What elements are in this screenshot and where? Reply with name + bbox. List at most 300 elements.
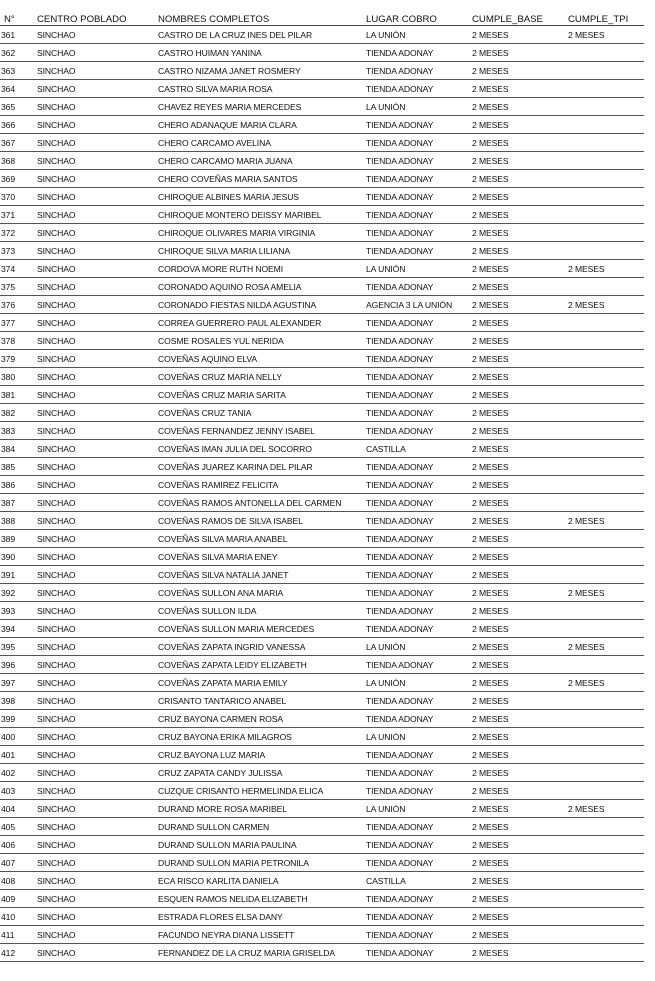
row-number-cell: 386 [0,476,34,494]
header-nombres-completos: NOMBRES COMPLETOS [155,11,363,26]
nombres-completos-cell: CRUZ BAYONA ERIKA MILAGROS [155,728,363,746]
centro-poblado-cell: SINCHAO [34,512,155,530]
cumple-tpi-cell: 2 MESES [565,638,644,656]
cumple-base-cell: 2 MESES [469,944,565,962]
table-row [0,548,644,566]
cumple-base-cell: 2 MESES [469,710,565,728]
row-number-cell: 411 [0,926,34,944]
row-number-cell: 371 [0,206,34,224]
lugar-cobro-cell: LA UNIÓN [363,728,469,746]
lugar-cobro-cell: TIENDA ADONAY [363,566,469,584]
header-cumple-base: CUMPLE_BASE [469,11,565,26]
nombres-completos-cell: COVEÑAS CRUZ MARIA NELLY [155,368,363,386]
table-row [0,26,644,44]
lugar-cobro-cell: TIENDA ADONAY [363,278,469,296]
cumple-tpi-cell [565,854,644,872]
centro-poblado-cell: SINCHAO [34,80,155,98]
table-row [0,242,644,260]
centro-poblado-cell: SINCHAO [34,674,155,692]
cumple-base-cell: 2 MESES [469,44,565,62]
nombres-completos-cell: CASTRO SILVA MARIA ROSA [155,80,363,98]
cumple-base-cell: 2 MESES [469,26,565,44]
row-number-cell: 402 [0,764,34,782]
row-number-cell: 396 [0,656,34,674]
cumple-tpi-cell [565,458,644,476]
cumple-tpi-cell [565,710,644,728]
nombres-completos-cell: COVEÑAS CRUZ TANIA [155,404,363,422]
header-centro-poblado: CENTRO POBLADO [34,11,155,26]
centro-poblado-cell: SINCHAO [34,296,155,314]
nombres-completos-cell: CHERO CARCAMO AVELINA [155,134,363,152]
centro-poblado-cell: SINCHAO [34,800,155,818]
table-row [0,746,644,764]
centro-poblado-cell: SINCHAO [34,116,155,134]
cumple-tpi-cell: 2 MESES [565,584,644,602]
lugar-cobro-cell: TIENDA ADONAY [363,602,469,620]
nombres-completos-cell: COVEÑAS SILVA NATALIA JANET [155,566,363,584]
cumple-tpi-cell [565,944,644,962]
lugar-cobro-cell: TIENDA ADONAY [363,404,469,422]
nombres-completos-cell: CORONADO AQUINO ROSA AMELIA [155,278,363,296]
row-number-cell: 369 [0,170,34,188]
centro-poblado-cell: SINCHAO [34,908,155,926]
nombres-completos-cell: COVEÑAS RAMOS DE SILVA ISABEL [155,512,363,530]
cumple-base-cell: 2 MESES [469,62,565,80]
centro-poblado-cell: SINCHAO [34,152,155,170]
cumple-tpi-cell [565,170,644,188]
centro-poblado-cell: SINCHAO [34,854,155,872]
row-number-cell: 412 [0,944,34,962]
cumple-tpi-cell: 2 MESES [565,800,644,818]
row-number-cell: 362 [0,44,34,62]
table-row [0,152,644,170]
nombres-completos-cell: CHIROQUE OLIVARES MARIA VIRGINIA [155,224,363,242]
row-number-cell: 405 [0,818,34,836]
lugar-cobro-cell: TIENDA ADONAY [363,242,469,260]
table-row [0,800,644,818]
nombres-completos-cell: DURAND SULLON MARIA PETRONILA [155,854,363,872]
nombres-completos-cell: COVEÑAS CRUZ MARIA SARITA [155,386,363,404]
table-row [0,638,644,656]
cumple-base-cell: 2 MESES [469,278,565,296]
row-number-cell: 404 [0,800,34,818]
cumple-base-cell: 2 MESES [469,224,565,242]
nombres-completos-cell: ESQUEN RAMOS NELIDA ELIZABETH [155,890,363,908]
nombres-completos-cell: DURAND MORE ROSA MARIBEL [155,800,363,818]
row-number-cell: 378 [0,332,34,350]
cumple-base-cell: 2 MESES [469,494,565,512]
cumple-base-cell: 2 MESES [469,116,565,134]
cumple-base-cell: 2 MESES [469,512,565,530]
nombres-completos-cell: DURAND SULLON MARIA PAULINA [155,836,363,854]
lugar-cobro-cell: TIENDA ADONAY [363,350,469,368]
cumple-base-cell: 2 MESES [469,188,565,206]
row-number-cell: 391 [0,566,34,584]
row-number-cell: 388 [0,512,34,530]
row-number-cell: 410 [0,908,34,926]
nombres-completos-cell: CORONADO FIESTAS NILDA AGUSTINA [155,296,363,314]
table-row [0,692,644,710]
centro-poblado-cell: SINCHAO [34,26,155,44]
row-number-cell: 374 [0,260,34,278]
cumple-base-cell: 2 MESES [469,314,565,332]
cumple-base-cell: 2 MESES [469,656,565,674]
row-number-cell: 408 [0,872,34,890]
lugar-cobro-cell: TIENDA ADONAY [363,908,469,926]
lugar-cobro-cell: TIENDA ADONAY [363,746,469,764]
centro-poblado-cell: SINCHAO [34,782,155,800]
table-row [0,458,644,476]
lugar-cobro-cell: CASTILLA [363,872,469,890]
table-row [0,314,644,332]
lugar-cobro-cell: TIENDA ADONAY [363,134,469,152]
row-number-cell: 379 [0,350,34,368]
header-lugar-cobro: LUGAR COBRO [363,11,469,26]
table-row [0,332,644,350]
row-number-cell: 366 [0,116,34,134]
table-row [0,656,644,674]
cumple-base-cell: 2 MESES [469,638,565,656]
cumple-tpi-cell [565,566,644,584]
nombres-completos-cell: COVEÑAS SILVA MARIA ANABEL [155,530,363,548]
cumple-tpi-cell [565,926,644,944]
centro-poblado-cell: SINCHAO [34,188,155,206]
cumple-tpi-cell [565,404,644,422]
cumple-base-cell: 2 MESES [469,764,565,782]
table-row [0,170,644,188]
table-header [0,11,644,26]
lugar-cobro-cell: TIENDA ADONAY [363,206,469,224]
row-number-cell: 383 [0,422,34,440]
centro-poblado-cell: SINCHAO [34,386,155,404]
cumple-tpi-cell [565,440,644,458]
row-number-cell: 381 [0,386,34,404]
row-number-cell: 399 [0,710,34,728]
table-row [0,44,644,62]
cumple-tpi-cell [565,782,644,800]
row-number-cell: 385 [0,458,34,476]
cumple-tpi-cell [565,314,644,332]
lugar-cobro-cell: TIENDA ADONAY [363,530,469,548]
row-number-cell: 382 [0,404,34,422]
cumple-tpi-cell [565,80,644,98]
centro-poblado-cell: SINCHAO [34,332,155,350]
cumple-base-cell: 2 MESES [469,134,565,152]
centro-poblado-cell: SINCHAO [34,458,155,476]
row-number-cell: 363 [0,62,34,80]
cumple-tpi-cell [565,818,644,836]
nombres-completos-cell: CORREA GUERRERO PAUL ALEXANDER [155,314,363,332]
centro-poblado-cell: SINCHAO [34,440,155,458]
centro-poblado-cell: SINCHAO [34,476,155,494]
centro-poblado-cell: SINCHAO [34,710,155,728]
nombres-completos-cell: COVEÑAS FERNANDEZ JENNY ISABEL [155,422,363,440]
lugar-cobro-cell: LA UNIÓN [363,638,469,656]
centro-poblado-cell: SINCHAO [34,872,155,890]
table-row [0,296,644,314]
table-row [0,710,644,728]
table-row [0,116,644,134]
cumple-base-cell: 2 MESES [469,872,565,890]
lugar-cobro-cell: TIENDA ADONAY [363,944,469,962]
cumple-tpi-cell [565,872,644,890]
lugar-cobro-cell: TIENDA ADONAY [363,80,469,98]
nombres-completos-cell: COVEÑAS ZAPATA LEIDY ELIZABETH [155,656,363,674]
cumple-base-cell: 2 MESES [469,620,565,638]
lugar-cobro-cell: TIENDA ADONAY [363,926,469,944]
table-row [0,854,644,872]
cumple-base-cell: 2 MESES [469,98,565,116]
cumple-tpi-cell: 2 MESES [565,674,644,692]
nombres-completos-cell: FERNANDEZ DE LA CRUZ MARIA GRISELDA [155,944,363,962]
row-number-cell: 397 [0,674,34,692]
lugar-cobro-cell: TIENDA ADONAY [363,854,469,872]
cumple-tpi-cell: 2 MESES [565,512,644,530]
nombres-completos-cell: COVEÑAS SILVA MARIA ENEY [155,548,363,566]
table-row [0,512,644,530]
table-row [0,728,644,746]
table-row [0,98,644,116]
lugar-cobro-cell: TIENDA ADONAY [363,890,469,908]
cumple-tpi-cell [565,188,644,206]
cumple-tpi-cell [565,494,644,512]
nombres-completos-cell: COVEÑAS SULLON ILDA [155,602,363,620]
cumple-base-cell: 2 MESES [469,404,565,422]
nombres-completos-cell: CORDOVA MORE RUTH NOEMI [155,260,363,278]
nombres-completos-cell: CRUZ BAYONA CARMEN ROSA [155,710,363,728]
cumple-tpi-cell [565,62,644,80]
cumple-tpi-cell [565,422,644,440]
row-number-cell: 375 [0,278,34,296]
lugar-cobro-cell: LA UNIÓN [363,260,469,278]
centro-poblado-cell: SINCHAO [34,404,155,422]
centro-poblado-cell: SINCHAO [34,926,155,944]
cumple-base-cell: 2 MESES [469,530,565,548]
nombres-completos-cell: CHIROQUE MONTERO DEISSY MARIBEL [155,206,363,224]
cumple-tpi-cell [565,764,644,782]
lugar-cobro-cell: TIENDA ADONAY [363,116,469,134]
centro-poblado-cell: SINCHAO [34,260,155,278]
table-row [0,188,644,206]
lugar-cobro-cell: TIENDA ADONAY [363,224,469,242]
table-row [0,872,644,890]
cumple-tpi-cell [565,620,644,638]
centro-poblado-cell: SINCHAO [34,746,155,764]
nombres-completos-cell: COVEÑAS SULLON ANA MARIA [155,584,363,602]
cumple-base-cell: 2 MESES [469,170,565,188]
lugar-cobro-cell: TIENDA ADONAY [363,620,469,638]
cumple-tpi-cell [565,530,644,548]
centro-poblado-cell: SINCHAO [34,44,155,62]
cumple-base-cell: 2 MESES [469,728,565,746]
lugar-cobro-cell: LA UNIÓN [363,674,469,692]
row-number-cell: 390 [0,548,34,566]
cumple-base-cell: 2 MESES [469,476,565,494]
centro-poblado-cell: SINCHAO [34,692,155,710]
cumple-base-cell: 2 MESES [469,386,565,404]
lugar-cobro-cell: TIENDA ADONAY [363,548,469,566]
centro-poblado-cell: SINCHAO [34,242,155,260]
centro-poblado-cell: SINCHAO [34,350,155,368]
row-number-cell: 407 [0,854,34,872]
cumple-base-cell: 2 MESES [469,242,565,260]
lugar-cobro-cell: TIENDA ADONAY [363,512,469,530]
row-number-cell: 401 [0,746,34,764]
nombres-completos-cell: CASTRO NIZAMA JANET ROSMERY [155,62,363,80]
nombres-completos-cell: CASTRO DE LA CRUZ INES DEL PILAR [155,26,363,44]
row-number-cell: 400 [0,728,34,746]
nombres-completos-cell: CASTRO HUIMAN YANINA [155,44,363,62]
table-row [0,602,644,620]
nombres-completos-cell: CRUZ BAYONA LUZ MARIA [155,746,363,764]
row-number-cell: 395 [0,638,34,656]
cumple-base-cell: 2 MESES [469,818,565,836]
centro-poblado-cell: SINCHAO [34,566,155,584]
row-number-cell: 368 [0,152,34,170]
table-row [0,908,644,926]
cumple-base-cell: 2 MESES [469,854,565,872]
cumple-base-cell: 2 MESES [469,422,565,440]
row-number-cell: 365 [0,98,34,116]
table-row [0,620,644,638]
table-row [0,62,644,80]
row-number-cell: 392 [0,584,34,602]
cumple-tpi-cell [565,476,644,494]
lugar-cobro-cell: TIENDA ADONAY [363,314,469,332]
nombres-completos-cell: COVEÑAS RAMOS ANTONELLA DEL CARMEN [155,494,363,512]
row-number-cell: 373 [0,242,34,260]
cumple-base-cell: 2 MESES [469,746,565,764]
centro-poblado-cell: SINCHAO [34,224,155,242]
nombres-completos-cell: CHERO ADANAQUE MARIA CLARA [155,116,363,134]
row-number-cell: 387 [0,494,34,512]
nombres-completos-cell: CHIROQUE SILVA MARIA LILIANA [155,242,363,260]
centro-poblado-cell: SINCHAO [34,602,155,620]
lugar-cobro-cell: TIENDA ADONAY [363,656,469,674]
table-row [0,782,644,800]
cumple-tpi-cell [565,836,644,854]
lugar-cobro-cell: TIENDA ADONAY [363,818,469,836]
table-row [0,836,644,854]
cumple-base-cell: 2 MESES [469,332,565,350]
centro-poblado-cell: SINCHAO [34,638,155,656]
lugar-cobro-cell: TIENDA ADONAY [363,368,469,386]
row-number-cell: 376 [0,296,34,314]
cumple-tpi-cell: 2 MESES [565,260,644,278]
nombres-completos-cell: COSME ROSALES YUL NERIDA [155,332,363,350]
lugar-cobro-cell: TIENDA ADONAY [363,44,469,62]
row-number-cell: 394 [0,620,34,638]
cumple-tpi-cell [565,656,644,674]
cumple-base-cell: 2 MESES [469,206,565,224]
nombres-completos-cell: CRUZ ZAPATA CANDY JULISSA [155,764,363,782]
cumple-tpi-cell [565,206,644,224]
row-number-cell: 403 [0,782,34,800]
cumple-base-cell: 2 MESES [469,782,565,800]
cumple-tpi-cell [565,890,644,908]
lugar-cobro-cell: TIENDA ADONAY [363,458,469,476]
lugar-cobro-cell: TIENDA ADONAY [363,332,469,350]
nombres-completos-cell: ECA RISCO KARLITA DANIELA [155,872,363,890]
row-number-cell: 393 [0,602,34,620]
lugar-cobro-cell: AGENCIA 3 LA UNIÓN [363,296,469,314]
cumple-tpi-cell [565,242,644,260]
cumple-base-cell: 2 MESES [469,350,565,368]
row-number-cell: 370 [0,188,34,206]
cumple-base-cell: 2 MESES [469,368,565,386]
table-row [0,584,644,602]
centro-poblado-cell: SINCHAO [34,818,155,836]
centro-poblado-cell: SINCHAO [34,494,155,512]
table-row [0,494,644,512]
lugar-cobro-cell: LA UNIÓN [363,26,469,44]
centro-poblado-cell: SINCHAO [34,134,155,152]
cumple-base-cell: 2 MESES [469,458,565,476]
row-number-cell: 367 [0,134,34,152]
nombres-completos-cell: COVEÑAS AQUINO ELVA [155,350,363,368]
cumple-tpi-cell [565,368,644,386]
cumple-tpi-cell [565,602,644,620]
table-row [0,440,644,458]
nombres-completos-cell: CHIROQUE ALBINES MARIA JESUS [155,188,363,206]
centro-poblado-cell: SINCHAO [34,620,155,638]
nombres-completos-cell: CHERO COVEÑAS MARIA SANTOS [155,170,363,188]
centro-poblado-cell: SINCHAO [34,422,155,440]
centro-poblado-cell: SINCHAO [34,368,155,386]
cumple-tpi-cell [565,278,644,296]
lugar-cobro-cell: TIENDA ADONAY [363,836,469,854]
lugar-cobro-cell: TIENDA ADONAY [363,152,469,170]
nombres-completos-cell: CHERO CARCAMO MARIA JUANA [155,152,363,170]
cumple-tpi-cell [565,548,644,566]
lugar-cobro-cell: TIENDA ADONAY [363,170,469,188]
lugar-cobro-cell: TIENDA ADONAY [363,584,469,602]
lugar-cobro-cell: TIENDA ADONAY [363,782,469,800]
lugar-cobro-cell: TIENDA ADONAY [363,692,469,710]
cumple-base-cell: 2 MESES [469,152,565,170]
nombres-completos-cell: COVEÑAS ZAPATA INGRID VANESSA [155,638,363,656]
row-number-cell: 398 [0,692,34,710]
table-row [0,368,644,386]
table-row [0,566,644,584]
lugar-cobro-cell: TIENDA ADONAY [363,62,469,80]
header-row [0,11,644,26]
cumple-tpi-cell [565,152,644,170]
cumple-tpi-cell [565,746,644,764]
lugar-cobro-cell: TIENDA ADONAY [363,386,469,404]
centro-poblado-cell: SINCHAO [34,206,155,224]
centro-poblado-cell: SINCHAO [34,728,155,746]
lugar-cobro-cell: TIENDA ADONAY [363,476,469,494]
table-row [0,530,644,548]
cumple-base-cell: 2 MESES [469,692,565,710]
cumple-tpi-cell [565,350,644,368]
row-number-cell: 361 [0,26,34,44]
table-row [0,278,644,296]
centro-poblado-cell: SINCHAO [34,890,155,908]
centro-poblado-cell: SINCHAO [34,170,155,188]
centro-poblado-cell: SINCHAO [34,584,155,602]
cumple-base-cell: 2 MESES [469,440,565,458]
cumple-base-cell: 2 MESES [469,296,565,314]
nombres-completos-cell: COVEÑAS SULLON MARIA MERCEDES [155,620,363,638]
cumple-base-cell: 2 MESES [469,566,565,584]
row-number-cell: 384 [0,440,34,458]
table-row [0,926,644,944]
nombres-completos-cell: FACUNDO NEYRA DIANA LISSETT [155,926,363,944]
cumple-tpi-cell [565,116,644,134]
centro-poblado-cell: SINCHAO [34,656,155,674]
